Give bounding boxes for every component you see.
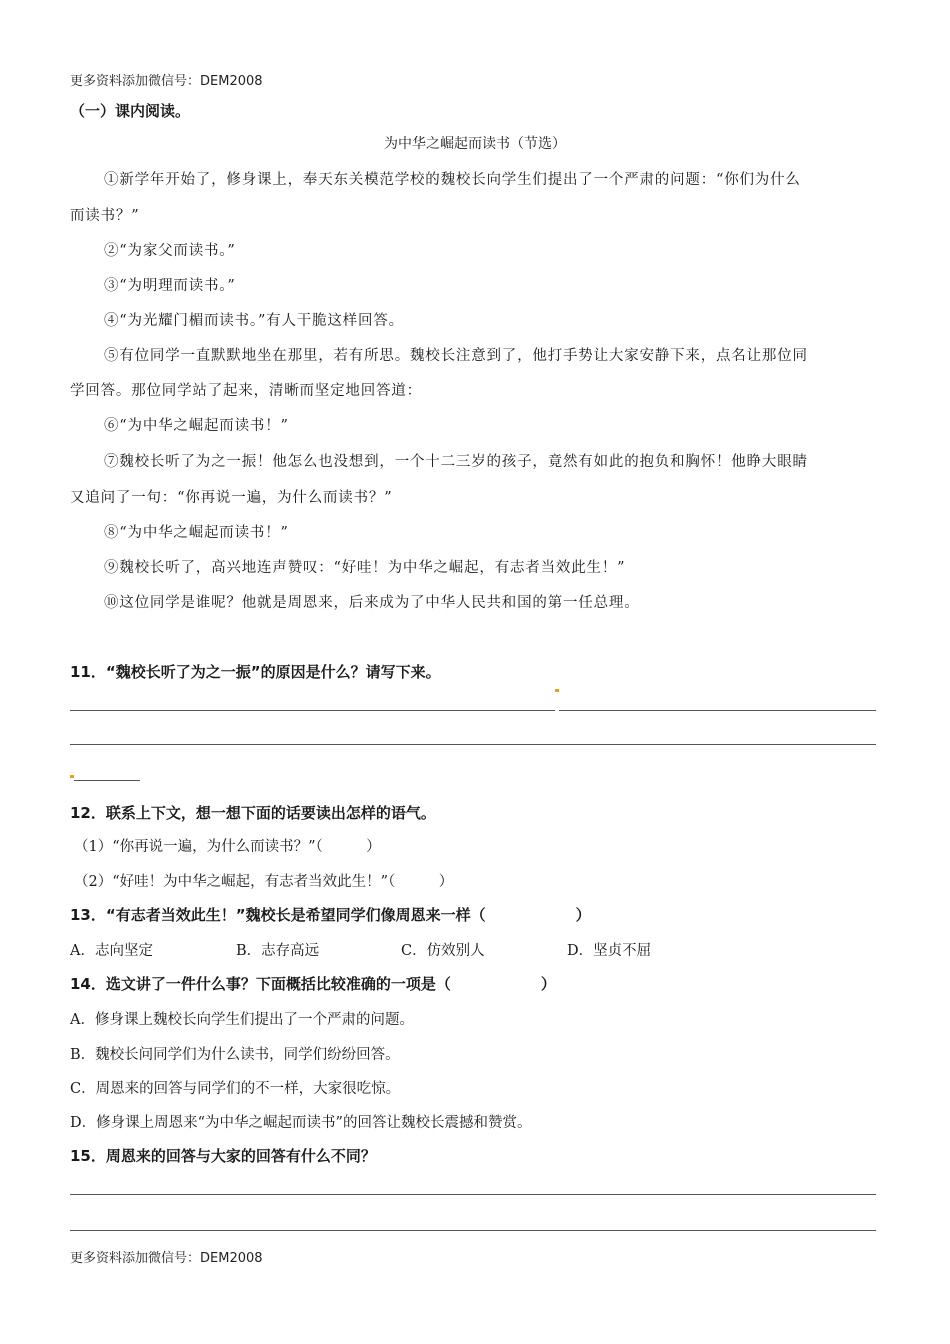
- passage-line: ⑩这位同学是谁呢？他就是周恩来，后来成为了中华人民共和国的第一任总理。: [104, 595, 640, 611]
- option-c[interactable]: C．周恩来的回答与同学们的不一样，大家很吃惊。: [70, 1081, 401, 1097]
- passage-line: ⑦魏校长听了为之一振！他怎么也没想到，一个十二三岁的孩子，竟然有如此的抱负和胸怀！他睁大眼睛: [104, 454, 808, 470]
- passage-line: ⑥“为中华之崛起而读书！”: [104, 418, 289, 434]
- passage-line: 又追问了一句：“你再说一遍，为什么而读书？”: [70, 490, 393, 506]
- answer-line-15[interactable]: [70, 1194, 876, 1195]
- passage-title: 为中华之崛起而读书（节选）: [384, 136, 566, 152]
- option-c[interactable]: C．仿效别人: [401, 943, 485, 959]
- marker-dot: [70, 775, 74, 778]
- option-d[interactable]: D．坚贞不屈: [567, 943, 652, 959]
- question-11: 11．“魏校长听了为之一振”的原因是什么？请写下来。: [70, 663, 441, 681]
- section-heading: （一）课内阅读。: [70, 102, 191, 120]
- answer-line-11[interactable]: [70, 710, 555, 711]
- answer-line-15[interactable]: [70, 1230, 876, 1231]
- footer-note: 更多资料添加微信号：DEM2008: [70, 1251, 263, 1266]
- option-a[interactable]: A．修身课上魏校长向学生们提出了一个严肃的问题。: [70, 1012, 414, 1028]
- question-12-sub1: （1）“你再说一遍，为什么而读书？”（ ）: [74, 839, 381, 855]
- question-12: 12．联系上下文，想一想下面的话要读出怎样的语气。: [70, 804, 436, 822]
- passage-line: 学回答。那位同学站了起来，清晰而坚定地回答道：: [70, 383, 422, 399]
- passage-line: ⑤有位同学一直默默地坐在那里，若有所思。魏校长注意到了，他打手势让大家安静下来，点名让那位同: [104, 348, 808, 364]
- answer-line-11[interactable]: [70, 744, 876, 745]
- question-12-sub2: （2）“好哇！为中华之崛起，有志者当效此生！”（ ）: [74, 874, 454, 890]
- question-13: 13．“有志者当效此生！”魏校长是希望同学们像周恩来一样（ ）: [70, 906, 591, 924]
- passage-line: ①新学年开始了，修身课上，奉天东关模范学校的魏校长向学生们提出了一个严肃的问题：“你们为什么: [104, 172, 801, 188]
- option-a[interactable]: A．志向坚定: [70, 943, 153, 959]
- answer-line-11[interactable]: [74, 780, 140, 781]
- question-15: 15．周恩来的回答与大家的回答有什么不同？: [70, 1147, 376, 1165]
- marker-dot: [555, 689, 559, 692]
- passage-line: ⑧“为中华之崛起而读书！”: [104, 525, 289, 541]
- passage-line: 而读书？”: [70, 208, 140, 224]
- passage-line: ⑨魏校长听了，高兴地连声赞叹：“好哇！为中华之崛起，有志者当效此生！”: [104, 560, 626, 576]
- option-d[interactable]: D．修身课上周恩来“为中华之崛起而读书”的回答让魏校长震撼和赞赏。: [70, 1115, 532, 1131]
- passage-line: ④“为光耀门楣而读书。”有人干脆这样回答。: [104, 313, 404, 329]
- question-14: 14．选文讲了一件什么事？下面概括比较准确的一项是（ ）: [70, 975, 556, 993]
- option-b[interactable]: B．魏校长问同学们为什么读书，同学们纷纷回答。: [70, 1047, 400, 1063]
- passage-line: ②“为家父而读书。”: [104, 243, 236, 259]
- header-note: 更多资料添加微信号：DEM2008: [70, 74, 263, 89]
- passage-line: ③“为明理而读书。”: [104, 278, 236, 294]
- answer-line-11[interactable]: [559, 710, 876, 711]
- option-b[interactable]: B．志存高远: [236, 943, 320, 959]
